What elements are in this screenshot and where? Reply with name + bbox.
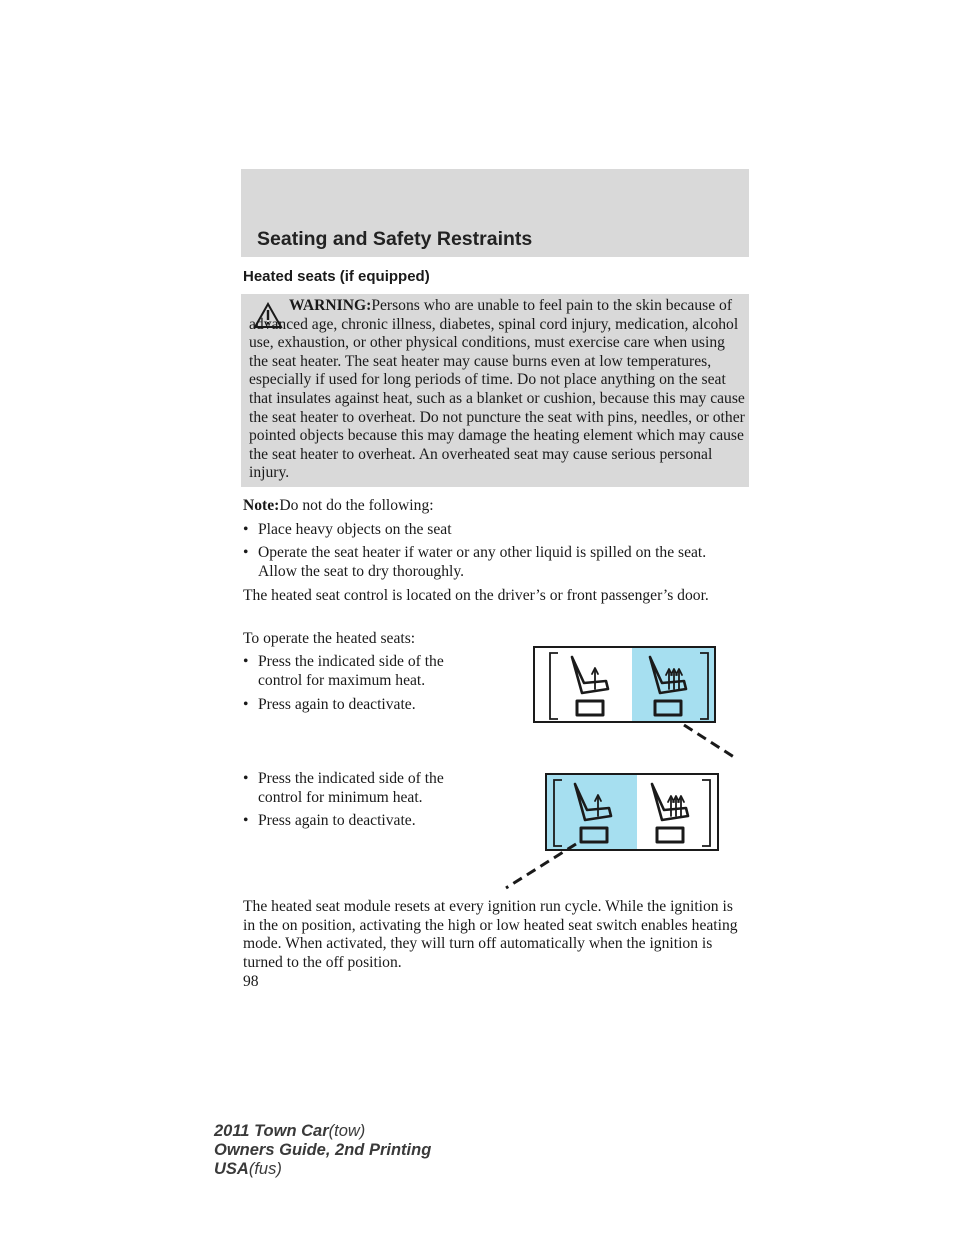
warning-body: Persons who are unable to feel pain to the skin because of advanced age, chronic illness, diabetes, spinal cord injury, medication, alcohol use, exhaustion, or other physical conditions, must exercise care when using the seat heater. The seat heater may cause burns even at low temperatures, especially if used for long periods of time. Do not place anything on the seat that insulates against heat, such as a blanket or cushion, because this may cause the seat heater to overheat. Do not puncture the seat with pins, needles, or other pointed objects because this may damage the heating element which may cause the seat heater to overheat. An overheated seat may cause serious personal injury. (249, 297, 745, 482)
seat-heat-low-icon (572, 657, 608, 715)
section-title: Seating and Safety Restraints (257, 228, 533, 250)
topic-heading: Heated seats (if equipped) (243, 268, 430, 285)
document-footer (214, 1122, 431, 1179)
warning-text (249, 297, 745, 483)
footer-market-code: (fus) (248, 1160, 282, 1178)
heated-seat-switch-high-illustration (532, 645, 742, 761)
arrow-indicator-icon (684, 725, 737, 759)
section-header-band (241, 169, 749, 257)
control-location-text: The heated seat control is located on the driver’s or front passenger’s door. (243, 587, 709, 604)
seat-heat-high-icon (652, 784, 688, 842)
heated-seat-switch-low-illustration (502, 772, 722, 890)
page-number: 98 (243, 973, 259, 990)
note-label: Note: (243, 497, 280, 514)
warning-label: WARNING: (289, 297, 372, 314)
note-text: Do not do the following: (279, 497, 434, 514)
list-item: • Press again to deactivate. (243, 696, 416, 713)
operate-intro-text: To operate the heated seats: (243, 630, 416, 647)
footer-model: 2011 Town Car (214, 1122, 329, 1140)
warning-box (241, 294, 749, 487)
reset-paragraph: The heated seat module resets at every ignition run cycle. While the ignition is in the on position, activating the high or low heated seat switch enables heating mode. When activated, they will turn off automatically when the ignition is turned to the off position. (243, 898, 738, 971)
list-item: • Press the indicated side of the control for maximum heat. (243, 653, 444, 689)
footer-guide: Owners Guide, 2nd Printing (214, 1141, 432, 1159)
list-item: • Operate the seat heater if water or any other liquid is spilled on the seat. Allow the seat to dry thoroughly. (243, 544, 707, 580)
footer-market: USA (214, 1160, 249, 1178)
footer-model-code: (tow) (328, 1122, 366, 1140)
list-item: • Press the indicated side of the control for minimum heat. (243, 770, 444, 806)
note-paragraph (243, 497, 748, 516)
list-item: • Press again to deactivate. (243, 812, 416, 829)
list-item: • Place heavy objects on the seat (243, 521, 452, 538)
